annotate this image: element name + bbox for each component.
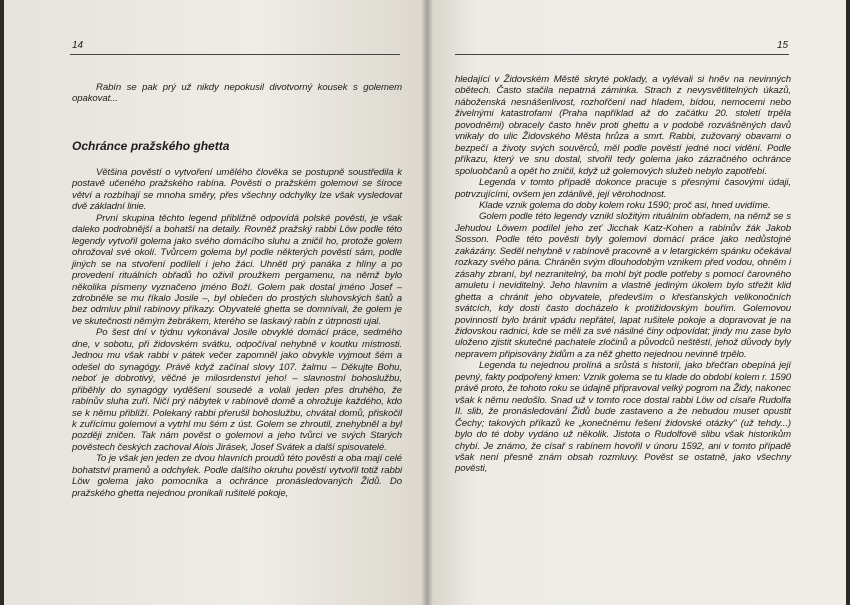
paragraph: Klade vznik golema do doby kolem roku 1590; proč asi, hned uvidíme.: [479, 199, 771, 211]
paragraph: Po šest dní v týdnu vykonával Josile obvyklé domácí práce, sedmého dne, v sobotu, při židovském svátku, odpočíval nehybně v koutku místnosti. Jednou mu však rabbi v pátek večer zapomněl jako obvykle vyjmout šém a odešel do synagógy. Právě když začínal slovy 107. žalmu – Děkujte Bohu, neboť je dobrotivý, věčné je milosrdenství jeho! – slavnostní bohoslužbu, přiběhly do synagógy vyděšení sousedé a volali jeden přes druhého, že rabínův sluha zuří. Ničí prý nábytek v rabínově domě a ohrožuje každého, kdo se k němu přiblíží. Polekaný rabbi přerušil bohoslužbu, chvátal domů, přiskočil k zuřícímu golemovi a vytrhl mu šém z úst. Golem se zhroutil, znehybněl a byl později zničen. Tak nám pověst o golemovi a jeho tvůrci ve svých Starých pověstech českých zachoval Alois Jirásek, Josef Svátek a další spisovatelé.: [72, 327, 402, 453]
paragraph: To je však jen jeden ze dvou hlavních proudů této pověsti a oba mají celé bohatství pramenů a odchylek. Podle dalšího okruhu pověstí vytvořil totiž rabbi Löw golema jako pomocníka a ochránce pronásledovaných Židů. Do pražského ghetta nejednou pronikali rušitelé pokoje,: [72, 453, 402, 499]
section-heading: Ochránce pražského ghetta: [72, 139, 230, 153]
header-rule-right: [455, 54, 789, 55]
paragraph: hledající v Židovském Městě skryté poklady, a vylévali si hněv na nevinných obětech. Často stačila nepatrná záminka. Strach z nevysvětlitelných úkazů, náboženská nesnášenlivost, rozhořčení nad hladem, bídou, nemocemi nebo živelnými katastrofami (Praha například až do začátku 20. století trpěla povodněmi) obracely často hněv proti ghettu a v podobě rozvášněných davů vnikaly do ulic Židovského Města hrůza a smrt. Rabbi, zužovaný obavami o bezpečí a životy svých souvěrců, měl podle pověstí jedné noci vidění. Podle příkazu, který ve snu dostal, stvořil tedy golema jako zázračného ochránce spoluobčanů a opět ho zničil, když už golemových služeb nebylo zapotřebí.: [455, 74, 791, 177]
paragraph: Golem podle této legendy vznikl složitým rituálním obřadem, na němž se s Jehudou Löwem podílel jeho zeť Jicchak Katz-Kohen a rabínův žák Jakob Sosson. Podle této pověsti byly golemovi domácí práce jako nedůstojné zakázány. Seděl nehybně v rabínově pracovně a v letargickém spánku očekával rozkazy svého pána. Chráněn svým dlouhodobým vznikem před vodou, ohněm i zásahy zbraní, byl nezranitelný, ba mohl být podle potřeby s pomocí čarovného amuletu i neviditelný. Jeho hlavním a vlastně jediným úkolem bylo střežit klid ghetta a chránit jeho obyvatele, především o křesťanských velikonočních svátcích, kdy dosti často docházelo k protižidovským bouřím. Golemovou povinností bylo bránit vpádu nepřátel, lapat rušitele pokoje a dopravovat je na židovskou radnici, kde se měli za své násilné činy odpovídat; jindy mu zase bylo uloženo zjistit skutečné pachatele zločinů a původců neštěstí, jehož důvody byly nepravem připisovány židům a za něž ghetto nejednou nevinně trpělo.: [455, 211, 791, 360]
intro-paragraph: [72, 82, 402, 105]
intro-text: Rabín se pak prý už nikdy nepokusil divotvorný kousek s golemem opakovat...: [72, 82, 402, 105]
paragraph: Legenda v tomto případě dokonce pracuje s přesnými časovými údaji, potrvzujícími, ovšem jen zdánlivě, její věrohodnost.: [455, 177, 791, 200]
left-body-text: [72, 167, 402, 499]
right-page: [427, 0, 846, 605]
page-number-left: 14: [72, 40, 84, 51]
paragraph: První skupina těchto legend přibližně odpovídá polské pověsti, je však daleko podrobnější a bohatší na detaily. Rovněž pražský rabbi Löw podle této legendy vytvořil golema jako svého domácího sluhu a zničil ho, protože golem ohrožoval své okolí. Tvůrcem golema byl podle některých pověstí sám, podle jiných se na stvoření podílelí i jeho žáci. Uhnětl prý panáka z hlíny a po provedení rituálních obřadů ho oživil proužkem pergamenu, na němž bylo několika písmeny vyznačeno jméno Boží. Golem pak dostal jméno Josef – zdrobněle se mu říkalo Josile –, byl oblečen do prostých sluhovských šatů a bez odmluv plnil rabínovy příkazy. Obyvatelé ghetta se domnívali, že golem je ve skutečnosti němým žebrákem, kterého se laskavý rabín z útrpnosti ujal.: [72, 212, 402, 327]
book-gutter: [421, 0, 433, 605]
right-body-text: [455, 74, 791, 475]
page-number-right: 15: [777, 40, 789, 51]
left-page: [4, 0, 427, 605]
book-spread: [4, 0, 846, 605]
header-rule-left: [70, 54, 400, 55]
paragraph: Legenda tu nejednou prolíná a srůstá s historií, jako břečťan obepíná její pevný, fakty podpořený kmen: Vznik golema se tu klade do období kolem r. 1590 právě proto, že tohoto roku se údajně připravoval velký pogrom na Židy, nakonec však k němu nedošlo. Snad už v tomto roce dostal rabbi Löw od císaře Rudolfa II. slib, že pronásledování Židů bude zastaveno a že nebudou muset opustit Čechy; takových příkazů ke „konečnému řešení židovské otázky" (už tehdy...) bylo do té doby vydáno už několik. Jistota o Rudolfově slibu však historikům chybí. Je známo, že císař s rabínem hovořil v únoru 1592, ani v tomto případě však není přesně znám obsah rozmluvy. Pověst se ostatně, jako všechny pověsti,: [455, 360, 791, 475]
paragraph: Většina pověstí o vytvoření umělého člověka se postupně soustředila k postavě učeného pražského rabína. Pověsti o pražském golemovi se šíroce větví a rozbíhají se mnoha směry, přes všechny odchylky lze však vysledovat dvě základní linie.: [72, 167, 402, 213]
